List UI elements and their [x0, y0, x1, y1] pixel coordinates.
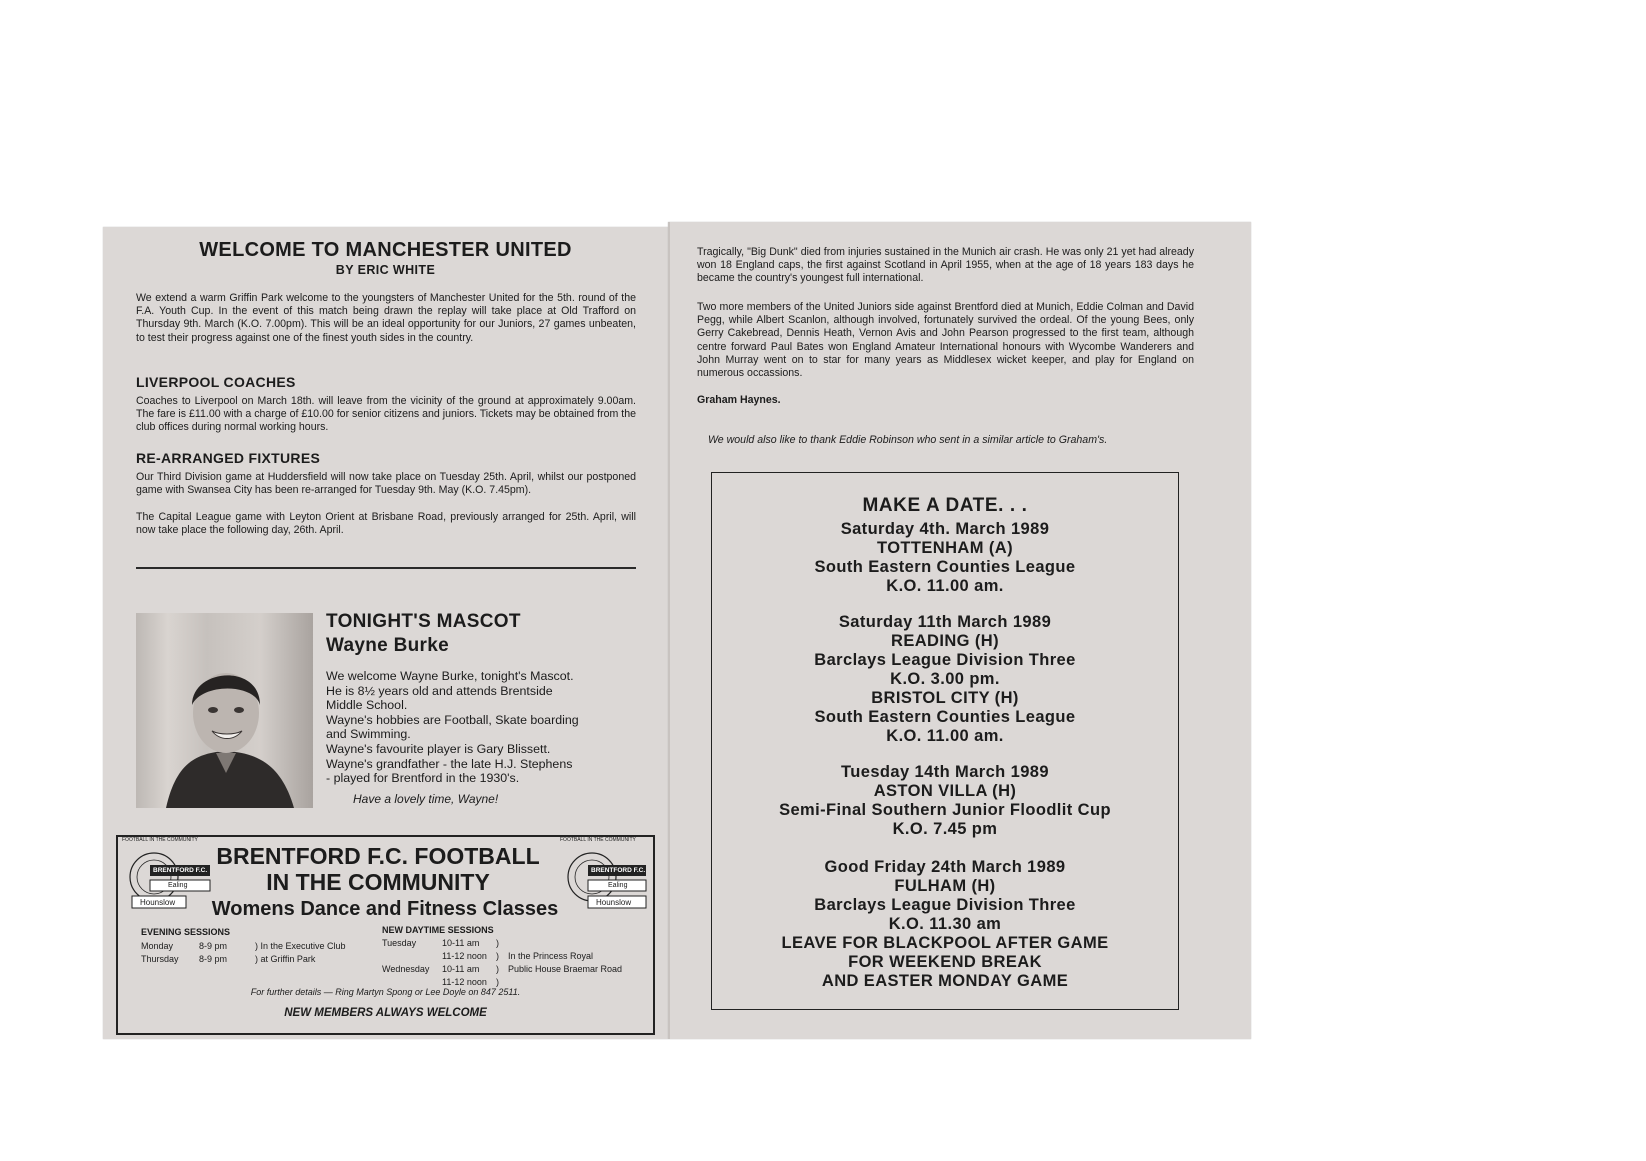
- badge-left-a: Ealing: [168, 882, 188, 889]
- badge-right-b: Hounslow: [596, 898, 632, 907]
- evening-time: 8-9 pm: [199, 954, 228, 964]
- mascot-line: Wayne's hobbies are Football, Skate boarding: [326, 712, 579, 727]
- daytime-time: 10-11 am: [442, 964, 480, 974]
- badge-left-club: BRENTFORD F.C.: [153, 867, 208, 874]
- article-para-1: Tragically, "Big Dunk" died from injuries sustained in the Munich air crash. He was only 21 yet had already won 18 England caps, the first against Scotland in April 1955, when at the age of 18 years 183 days he became the country's youngest full international.: [697, 246, 1194, 285]
- mascot-line: and Swimming.: [326, 727, 411, 742]
- evening-row: [141, 940, 371, 953]
- fixture-date: Good Friday 24th March 1989: [824, 858, 1066, 876]
- mascot-title: TONIGHT'S MASCOT: [326, 611, 521, 632]
- fixture-competition: South Eastern Counties League: [814, 708, 1076, 726]
- badge-left-ring: FOOTBALL IN THE COMMUNITY: [122, 837, 198, 843]
- community-title-line2: IN THE COMMUNITY: [266, 869, 490, 895]
- badge-right-club: BRENTFORD F.C.: [591, 867, 646, 874]
- make-a-date-box: [711, 472, 1179, 1010]
- community-subtitle: Womens Dance and Fitness Classes: [211, 898, 559, 920]
- fixture-competition: Barclays League Division Three: [814, 651, 1076, 669]
- community-footer: NEW MEMBERS ALWAYS WELCOME: [284, 1007, 487, 1019]
- fixture-opponent: BRISTOL CITY (H): [871, 689, 1019, 707]
- fixture-block: [712, 763, 1178, 839]
- fixture-competition: Barclays League Division Three: [814, 896, 1076, 914]
- fixture-opponent: FULHAM (H): [894, 877, 996, 895]
- fixture-date: Saturday 4th. March 1989: [840, 520, 1050, 538]
- evening-heading: EVENING SESSIONS: [141, 927, 231, 937]
- fixture-opponent: READING (H): [891, 632, 999, 650]
- mascot-line: Wayne's grandfather - the late H.J. Stephens: [326, 756, 573, 771]
- daytime-row: [382, 950, 650, 963]
- community-title-line1: BRENTFORD F.C. FOOTBALL: [216, 843, 540, 869]
- welcome-title: WELCOME TO MANCHESTER UNITED: [199, 239, 572, 261]
- mascot-photo: [136, 613, 313, 808]
- fixture-kickoff: K.O. 11.30 am: [888, 915, 1002, 933]
- mascot-portrait-image: [136, 613, 313, 808]
- section-divider: [136, 567, 636, 569]
- daytime-time: 10-11 am: [442, 938, 480, 948]
- mascot-line: He is 8½ years old and attends Brentside: [326, 683, 553, 698]
- mascot-signoff: Have a lovely time, Wayne!: [353, 792, 499, 806]
- fixture-kickoff: K.O. 3.00 pm.: [890, 670, 1000, 688]
- daytime-note: In the Princess Royal: [508, 951, 594, 961]
- fixtures-heading: RE-ARRANGED FIXTURES: [136, 450, 321, 466]
- daytime-paren: ): [496, 977, 499, 987]
- community-box: [116, 835, 655, 1035]
- fixture-block: [712, 613, 1178, 689]
- daytime-paren: ): [496, 964, 499, 974]
- article-para-2: Two more members of the United Juniors side against Brentford died at Munich, Eddie Colman and David Pegg, while Albert Scanlon, although involved, fortunately survived the ordeal. Of the young Bees, only Gerry Cakebread, Dennis Heath, Vernon Avis and John Pearson progressed to the first team, although centre forward Paul Bates won England Amateur International honours with Wycombe Wanderers and John Murray went on to star for many years as Middlesex wicket keeper, and play for England on numerous occassions.: [697, 301, 1194, 380]
- daytime-day: Tuesday: [382, 938, 417, 948]
- daytime-day: Wednesday: [382, 964, 430, 974]
- mascot-line: We welcome Wayne Burke, tonight's Mascot.: [326, 669, 574, 683]
- fixture-block: [712, 858, 1178, 991]
- left-page: [103, 227, 668, 1039]
- fixtures-body-2: The Capital League game with Leyton Orient at Brisbane Road, previously arranged for 25th. April, will now take place the following day, 26th. April.: [136, 511, 636, 537]
- daytime-heading: NEW DAYTIME SESSIONS: [382, 925, 494, 935]
- evening-table: [141, 940, 371, 966]
- make-a-date-title: MAKE A DATE. . .: [862, 495, 1028, 516]
- page-fold: [668, 222, 670, 1039]
- evening-note: ) at Griffin Park: [255, 954, 316, 964]
- right-page: [668, 222, 1251, 1039]
- evening-note: ) In the Executive Club: [255, 941, 346, 951]
- coaches-heading: LIVERPOOL COACHES: [136, 374, 296, 390]
- fixture-competition: South Eastern Counties League: [814, 558, 1076, 576]
- fixture-kickoff: K.O. 11.00 am.: [886, 727, 1004, 745]
- evening-row: [141, 953, 371, 966]
- daytime-row: [382, 937, 650, 950]
- fixture-note: AND EASTER MONDAY GAME: [821, 972, 1069, 990]
- evening-time: 8-9 pm: [199, 941, 228, 951]
- fixture-note: FOR WEEKEND BREAK: [848, 953, 1042, 971]
- badge-left-b: Hounslow: [140, 898, 176, 907]
- fixture-competition: Semi-Final Southern Junior Floodlit Cup: [779, 801, 1111, 819]
- daytime-time: 11-12 noon: [442, 977, 487, 987]
- fixture-block: [712, 520, 1178, 596]
- badge-right-ring: FOOTBALL IN THE COMMUNITY: [560, 837, 636, 843]
- mascot-line: Wayne's favourite player is Gary Blissett.: [326, 741, 551, 756]
- daytime-table: [382, 937, 650, 989]
- article-thanks: We would also like to thank Eddie Robinson who sent in a similar article to Graham's.: [708, 434, 1108, 446]
- coaches-body: Coaches to Liverpool on March 18th. will leave from the vicinity of the ground at approximately 9.00am. The fare is £11.00 with a charge of £10.00 for senior citizens and juniors. Tickets may be obtained from the club offices during normal working hours.: [136, 395, 636, 434]
- welcome-byline: BY ERIC WHITE: [335, 263, 436, 277]
- fixture-opponent: ASTON VILLA (H): [873, 782, 1017, 800]
- badge-right-a: Ealing: [608, 882, 628, 889]
- daytime-day: [382, 950, 442, 963]
- fixture-kickoff: K.O. 7.45 pm: [892, 820, 998, 838]
- fixture-kickoff: K.O. 11.00 am.: [886, 577, 1004, 595]
- mascot-line: - played for Brentford in the 1930's.: [326, 771, 520, 786]
- daytime-note: Public House Braemar Road: [508, 964, 623, 974]
- daytime-paren: ): [496, 951, 499, 961]
- mascot-name: Wayne Burke: [326, 635, 449, 656]
- welcome-body: We extend a warm Griffin Park welcome to the youngsters of Manchester United for the 5th. round of the F.A. Youth Cup. In the event of this match being drawn the replay will take place at Old Trafford on Thursday 9th. March (K.O. 7.00pm). This will be an ideal opportunity for our Juniors, 27 games unbeaten, to test their progress against one of the finest youth sides in the country.: [136, 292, 636, 344]
- fixture-opponent: TOTTENHAM (A): [877, 539, 1013, 557]
- mascot-line: Middle School.: [326, 698, 408, 713]
- fixtures-body-1: Our Third Division game at Huddersfield will now take place on Tuesday 25th. April, whilst our postponed game with Swansea City has been re-arranged for Tuesday 9th. May (K.O. 7.45pm).: [136, 471, 636, 497]
- community-further-details: For further details — Ring Martyn Spong or Lee Doyle on 847 2511.: [250, 987, 521, 997]
- fixture-block: [712, 689, 1178, 746]
- fixture-date: Tuesday 14th March 1989: [841, 763, 1049, 781]
- daytime-time: 11-12 noon: [442, 951, 487, 961]
- fixture-note: LEAVE FOR BLACKPOOL AFTER GAME: [781, 934, 1109, 952]
- mascot-description: [326, 669, 626, 786]
- fixture-date: Saturday 11th March 1989: [838, 613, 1052, 631]
- daytime-paren: ): [496, 938, 499, 948]
- daytime-row: [382, 963, 650, 976]
- article-author: Graham Haynes.: [697, 394, 781, 406]
- evening-day: Thursday: [141, 954, 179, 964]
- evening-day: Monday: [141, 941, 174, 951]
